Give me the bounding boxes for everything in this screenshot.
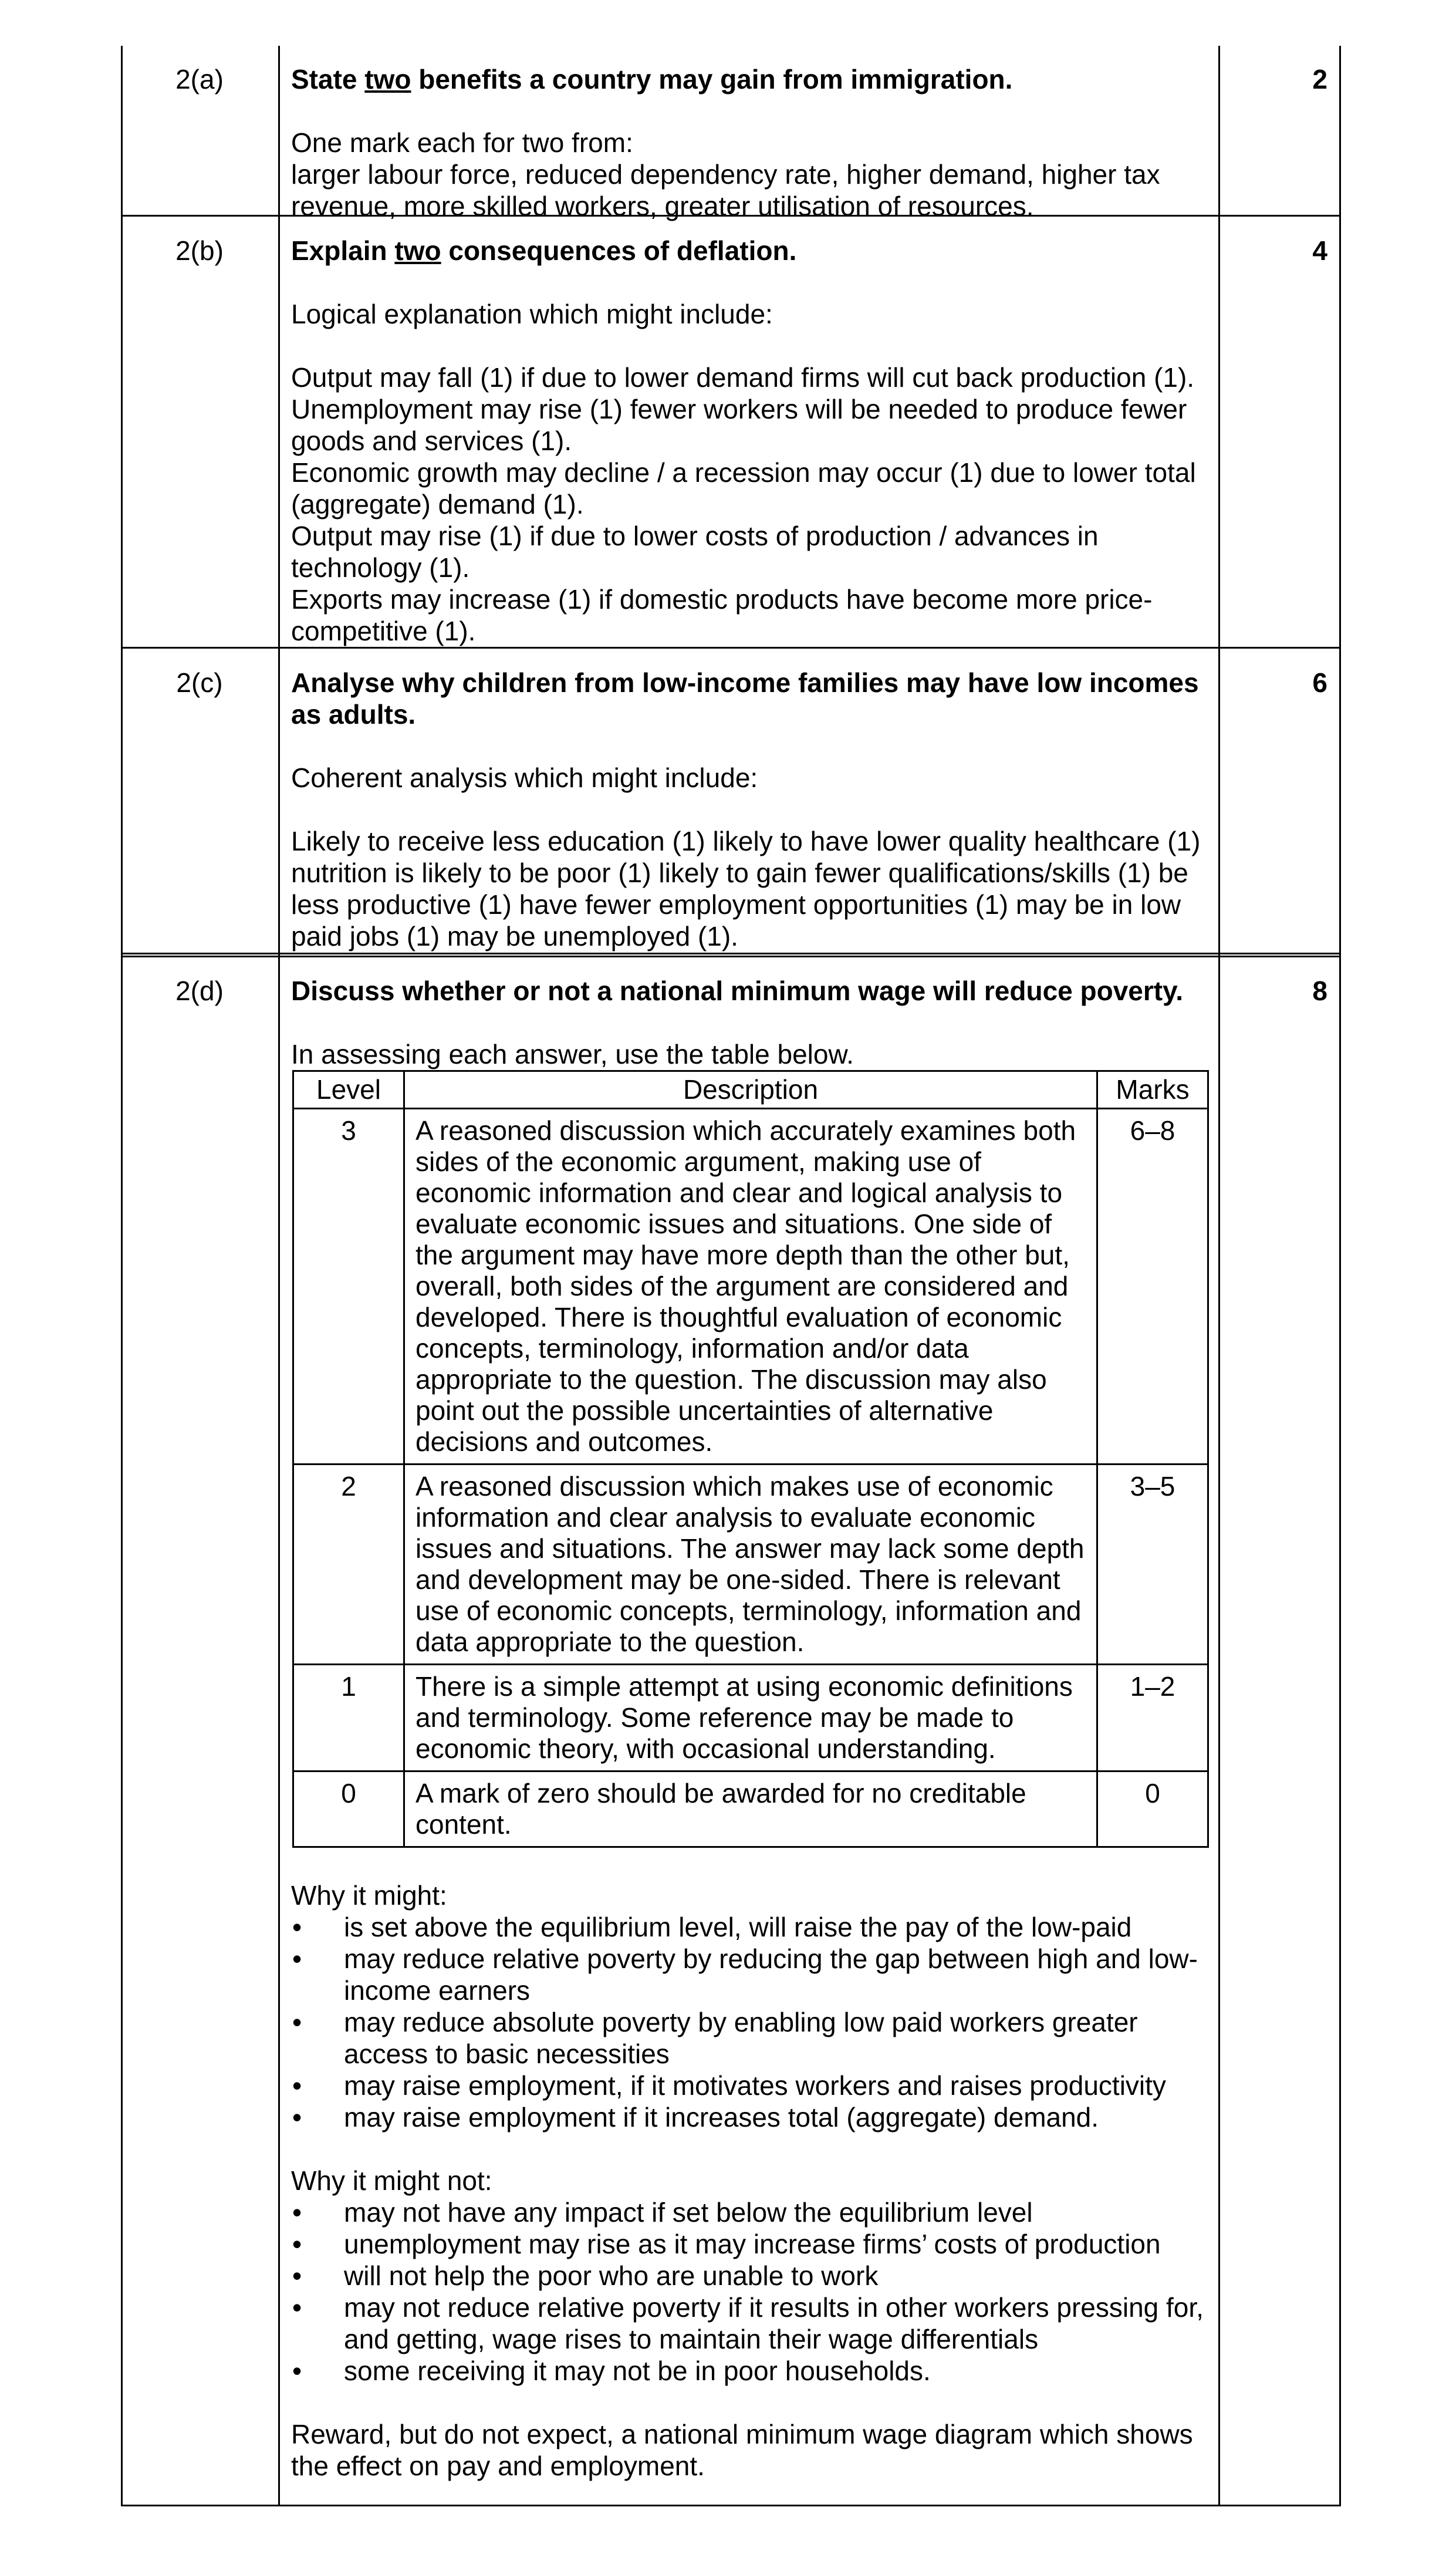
question-row-2a	[121, 46, 1339, 221]
table-row	[293, 1665, 1208, 1771]
answer-intro: Coherent analysis which might include:	[291, 762, 758, 793]
answer-line: Economic growth may decline / a recession may occur (1) due to lower total (aggregate) demand (1).	[291, 457, 1196, 519]
question-row-2b	[121, 217, 1339, 647]
list-item: • some receiving it may not be in poor households.	[291, 2355, 1205, 2387]
question-number: 2(c)	[176, 667, 223, 698]
row-separator-b-c	[121, 647, 1339, 649]
table-row	[293, 1109, 1208, 1465]
marks: 4	[1312, 235, 1327, 266]
why-might-list	[291, 1911, 1205, 2133]
header-level: Level	[293, 1071, 404, 1109]
list-item: • may raise employment, if it motivates workers and raises productivity	[291, 2070, 1205, 2101]
table-border-bottom	[121, 2505, 1339, 2506]
description-cell: A reasoned discussion which accurately examines both sides of the economic argument, making use of economic information and clear and logical analysis to evaluate economic issues and situations. One side of the argument may have more depth than the other but, overall, both sides of the argument are considered and developed. There is thoughtful evaluation of economic concepts, terminology, information and/or data appropriate to the question. The discussion may also point out the possible uncertainties of alternative decisions and outcomes.	[404, 1109, 1097, 1465]
marks: 8	[1312, 976, 1327, 1006]
header-description: Description	[404, 1071, 1097, 1109]
answer-body: Likely to receive less education (1) likely to have lower quality healthcare (1) nutrition is likely to be poor (1) likely to gain fewer qualifications/skills (1) be less productive (1) have fewer employment opportunities (1) may be in low paid jobs (1) may be unemployed (1).	[291, 826, 1201, 951]
levels-table	[292, 1070, 1209, 1848]
description-cell: A mark of zero should be awarded for no creditable content.	[404, 1771, 1097, 1847]
list-item: • may reduce relative poverty by reducing the gap between high and low-income earners	[291, 1943, 1205, 2006]
question-text: State two benefits a country may gain from immigration.	[291, 64, 1013, 95]
table-intro: In assessing each answer, use the table below.	[291, 1039, 854, 1069]
question-text: Explain two consequences of deflation.	[291, 235, 797, 266]
question-row-2c	[121, 649, 1339, 951]
list-item: • is set above the equilibrium level, will raise the pay of the low-paid	[291, 1911, 1205, 1943]
list-item: • may reduce absolute poverty by enabling low paid workers greater access to basic necessities	[291, 2006, 1205, 2070]
question-text: Discuss whether or not a national minimum wage will reduce poverty.	[291, 976, 1184, 1006]
marks: 6	[1312, 667, 1327, 698]
answer-cell	[278, 217, 1218, 647]
question-row-2d	[121, 957, 1339, 2505]
description-cell: There is a simple attempt at using economic definitions and terminology. Some reference may be made to economic theory, with occasional understanding.	[404, 1665, 1097, 1771]
list-item: • may raise employment if it increases total (aggregate) demand.	[291, 2101, 1205, 2133]
why-not-heading: Why it might not:	[291, 2165, 492, 2196]
level-cell: 0	[293, 1771, 404, 1847]
level-cell: 2	[293, 1465, 404, 1665]
answer-cell	[278, 649, 1218, 951]
question-number: 2(a)	[175, 64, 224, 95]
header-marks: Marks	[1097, 1071, 1208, 1109]
list-item: • may not have any impact if set below the equilibrium level	[291, 2196, 1205, 2228]
answer-line: Unemployment may rise (1) fewer workers will be needed to produce fewer goods and services (1).	[291, 394, 1187, 456]
question-number: 2(d)	[175, 976, 224, 1006]
list-item: • will not help the poor who are unable to work	[291, 2260, 1205, 2292]
table-header-row	[293, 1071, 1208, 1109]
answer-line: One mark each for two from:	[291, 127, 633, 158]
list-item: • may not reduce relative poverty if it results in other workers pressing for, and getting, wage rises to maintain their wage differentials	[291, 2292, 1205, 2355]
marks: 2	[1312, 64, 1327, 95]
level-cell: 3	[293, 1109, 404, 1465]
table-border-right	[1339, 46, 1341, 2506]
closing-note: Reward, but do not expect, a national minimum wage diagram which shows the effect on pay and employment.	[291, 2419, 1193, 2481]
level-cell: 1	[293, 1665, 404, 1771]
row-separator-c-d	[121, 953, 1339, 957]
table-row	[293, 1771, 1208, 1847]
list-item: • unemployment may rise as it may increase firms’ costs of production	[291, 2228, 1205, 2260]
answer-line: Output may fall (1) if due to lower demand firms will cut back production (1).	[291, 362, 1195, 393]
answer-line: Exports may increase (1) if domestic products have become more price-competitive (1).	[291, 584, 1153, 646]
marks-cell: 0	[1097, 1771, 1208, 1847]
marks-cell: 1–2	[1097, 1665, 1208, 1771]
answer-line: larger labour force, reduced dependency rate, higher demand, higher tax revenue, more skilled workers, greater utilisation of resources.	[291, 159, 1160, 221]
why-might-heading: Why it might:	[291, 1880, 447, 1911]
question-number: 2(b)	[175, 235, 224, 266]
answer-line: Output may rise (1) if due to lower costs of production / advances in technology (1).	[291, 521, 1099, 583]
answer-intro: Logical explanation which might include:	[291, 299, 773, 329]
answer-cell	[278, 957, 1218, 2505]
description-cell: A reasoned discussion which makes use of economic information and clear analysis to evaluate economic issues and situations. The answer may lack some depth and development may be one-sided. There is relevant use of economic concepts, terminology, information and data appropriate to the question.	[404, 1465, 1097, 1665]
marks-cell: 3–5	[1097, 1465, 1208, 1665]
marks-cell: 6–8	[1097, 1109, 1208, 1465]
answer-cell	[278, 46, 1218, 221]
question-text: Analyse why children from low-income families may have low incomes as adults.	[291, 667, 1199, 730]
table-row	[293, 1465, 1208, 1665]
why-not-list	[291, 2196, 1205, 2387]
